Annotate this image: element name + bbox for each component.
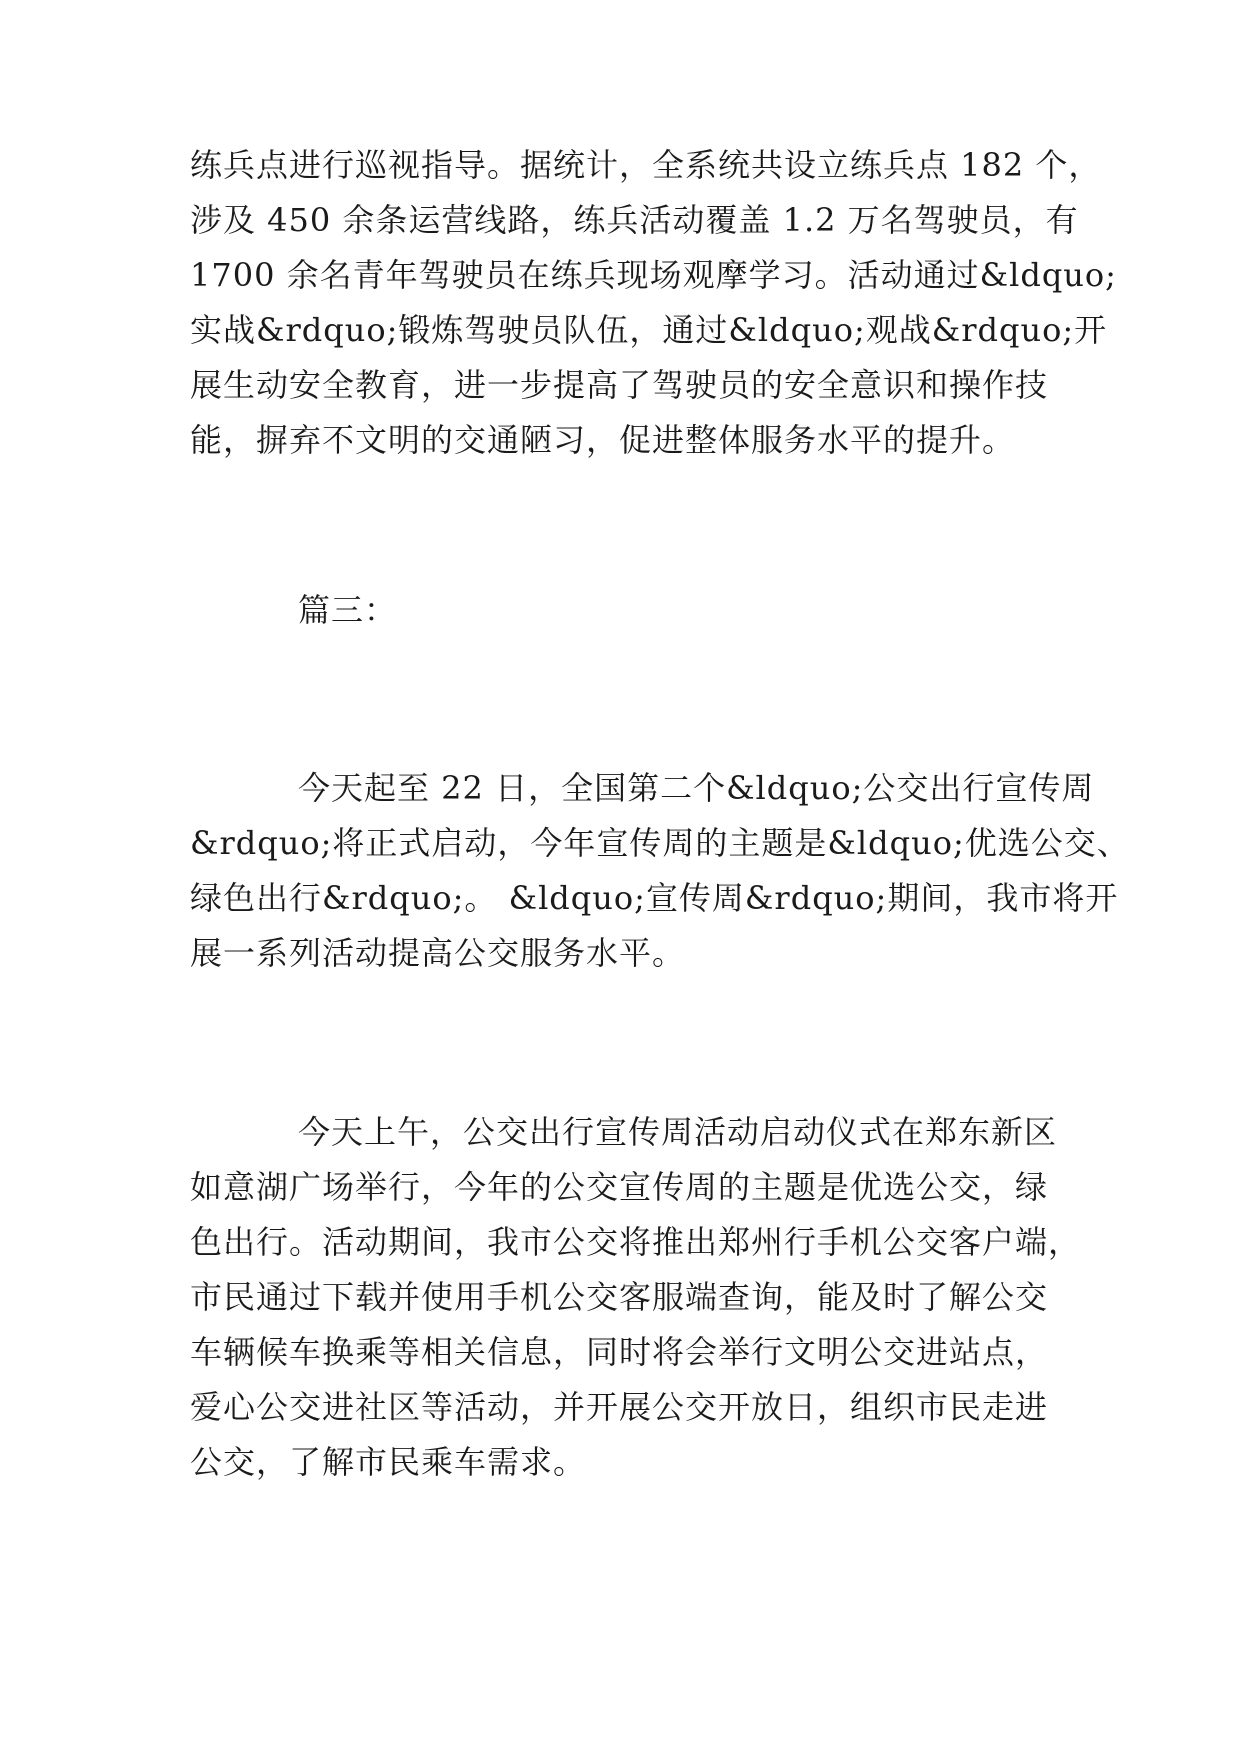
paragraph-3-line: 车辆候车换乘等相关信息，同时将会举行文明公交进站点， bbox=[190, 1333, 1049, 1371]
paragraph-1-line: 能，摒弃不文明的交通陋习，促进整体服务水平的提升。 bbox=[190, 421, 1016, 459]
paragraph-1-line: 1700 余名青年驾驶员在练兵现场观摩学习。活动通过&ldquo; bbox=[190, 256, 1117, 294]
section-heading: 篇三： bbox=[298, 591, 398, 629]
paragraph-3-line: 市民通过下载并使用手机公交客服端查询，能及时了解公交 bbox=[190, 1278, 1049, 1316]
paragraph-3-line: 色出行。活动期间，我市公交将推出郑州行手机公交客户端， bbox=[190, 1223, 1082, 1261]
paragraph-1-line: 练兵点进行巡视指导。据统计，全系统共设立练兵点 182 个， bbox=[190, 146, 1102, 184]
paragraph-1-line: 涉及 450 余条运营线路，练兵活动覆盖 1.2 万名驾驶员，有 bbox=[190, 201, 1079, 239]
paragraph-2-line: 绿色出行&rdquo;。 &ldquo;宣传周&rdquo;期间，我市将开 bbox=[190, 879, 1119, 917]
paragraph-3-line: 公交，了解市民乘车需求。 bbox=[190, 1443, 587, 1481]
paragraph-2-line: &rdquo;将正式启动，今年宣传周的主题是&ldquo;优选公交、 bbox=[190, 824, 1130, 862]
paragraph-1-line: 展生动安全教育，进一步提高了驾驶员的安全意识和操作技 bbox=[190, 366, 1049, 404]
paragraph-1-line: 实战&rdquo;锻炼驾驶员队伍，通过&ldquo;观战&rdquo;开 bbox=[190, 311, 1108, 349]
paragraph-3-line: 爱心公交进社区等活动，并开展公交开放日，组织市民走进 bbox=[190, 1388, 1049, 1426]
paragraph-3-line: 今天上午，公交出行宣传周活动启动仪式在郑东新区 bbox=[298, 1113, 1058, 1151]
paragraph-2-line: 展一系列活动提高公交服务水平。 bbox=[190, 934, 686, 972]
paragraph-3-line: 如意湖广场举行，今年的公交宣传周的主题是优选公交，绿 bbox=[190, 1168, 1049, 1206]
paragraph-2-line: 今天起至 22 日，全国第二个&ldquo;公交出行宣传周 bbox=[298, 769, 1095, 807]
